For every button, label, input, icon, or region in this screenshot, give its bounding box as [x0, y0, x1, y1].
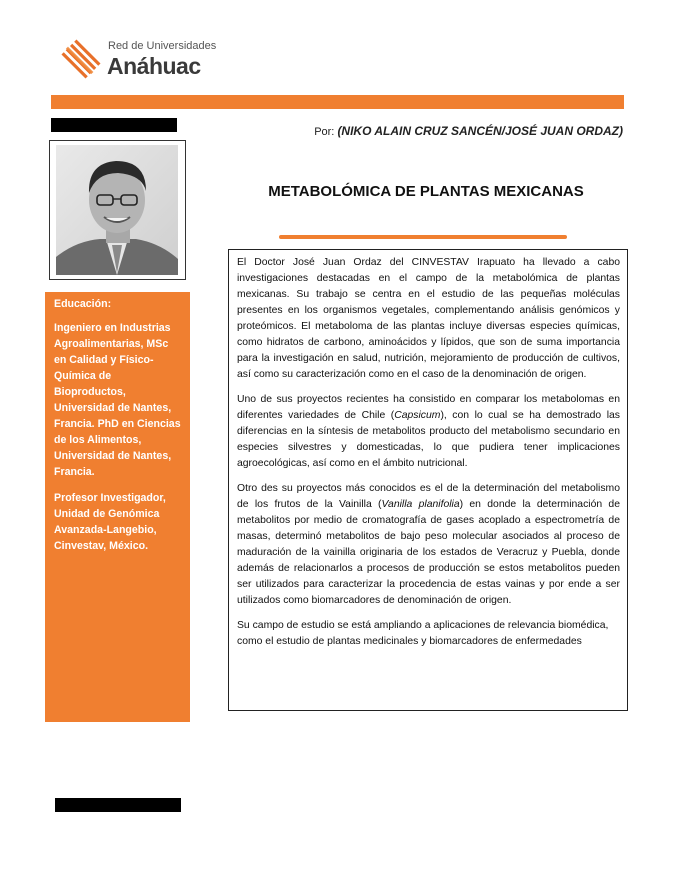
paragraph-3-start: Otro des su proyectos más conocidos es el de la determinación del metabolismo de los frutos de la Vainilla (: [237, 483, 620, 510]
redacted-block-top: [51, 118, 177, 132]
anahuac-logo-mark-icon: [58, 38, 102, 82]
redacted-block-bottom: [55, 798, 181, 812]
portrait-image: [56, 145, 178, 275]
logo-subtitle: Red de Universidades: [108, 40, 217, 52]
paragraph-1: El Doctor José Juan Ordaz del CINVESTAV Irapuato ha llevado a cabo investigaciones destacadas en el campo de la metabolómica de plantas mexicanas. Su trabajo se centra en el estudio de las pequeñas moléculas presentes en los organismos vegetales, complementando análisis genómicos y proteómicos. El metaboloma de las plantas incluye diversas especies químicas, como hidratos de carbono, aminoácidos y lípidos, que son de suma importancia para la investigación en salud, nutrición, mejoramiento de producción de cultivos, así como su caracterización como en el caso de la denominación de origen.: [237, 257, 620, 380]
byline-prefix: Por:: [314, 126, 335, 138]
education-heading: Educación:: [54, 298, 112, 310]
portrait-photo: [49, 140, 186, 280]
paragraph-3-species: Vanilla planifolia: [381, 499, 460, 510]
paragraph-2-species: Capsicum: [394, 410, 441, 421]
paragraph-3: [237, 481, 620, 609]
paragraph-4: Su campo de estudio se está ampliando a aplicaciones de relevancia biomédica, como el estudio de plantas medicinales y biomarcadores de enfermedades: [237, 620, 609, 647]
paragraph-2-start: Uno de sus proyectos recientes ha consistido en comparar los metabolomas en diferentes variedades de Chile (: [237, 394, 620, 421]
position-text: Profesor Investigador, Unidad de Genómica Avanzada-Langebio, Cinvestav, México.: [54, 492, 166, 552]
paragraph-3-end: ) en donde la determinación de metabolitos por medio de cromatografía de gases acoplado a espectrometría de masas, determinó metabolitos de bajo peso molecular asociados al proceso de maduración de la vainilla originaria de los estados de Veracruz y Puebla, donde además de relacionarlos a procesos de producción se estos metabolitos pueden ser utilizados para caracterizar la procedencia de estas vainas y por ende a ser utilizados como biomarcadores de denominación de origen.: [237, 499, 620, 606]
header-bar: [51, 95, 624, 109]
byline: [314, 124, 623, 138]
paragraph-2: [237, 392, 620, 472]
bio-sidebar: [45, 292, 190, 722]
paragraph-2-end: ), con lo cual se ha demostrado las diferencias en la síntesis de metabolitos producto del metabolismo secundario en especies silvestres y domesticadas, lo que pudiera tener implicaciones agroecológicas, así como en el ámbito nutricional.: [237, 410, 620, 469]
article-title: METABOLÓMICA DE PLANTAS MEXICANAS: [268, 183, 584, 200]
logo-title: Anáhuac: [107, 53, 201, 79]
anahuac-logo: [58, 38, 217, 86]
byline-authors: (NIKO ALAIN CRUZ SANCÉN/JOSÉ JUAN ORDAZ): [337, 124, 623, 138]
education-text: Ingeniero en Industrias Agroalimentarias, MSc en Calidad y Físico-Química de Bioproductos, Universidad de Nantes, Francia. PhD en Ciencias de los Alimentos, Universidad de Nantes, Francia.: [54, 322, 181, 478]
article-body: [228, 249, 628, 711]
title-underline: [279, 235, 567, 239]
